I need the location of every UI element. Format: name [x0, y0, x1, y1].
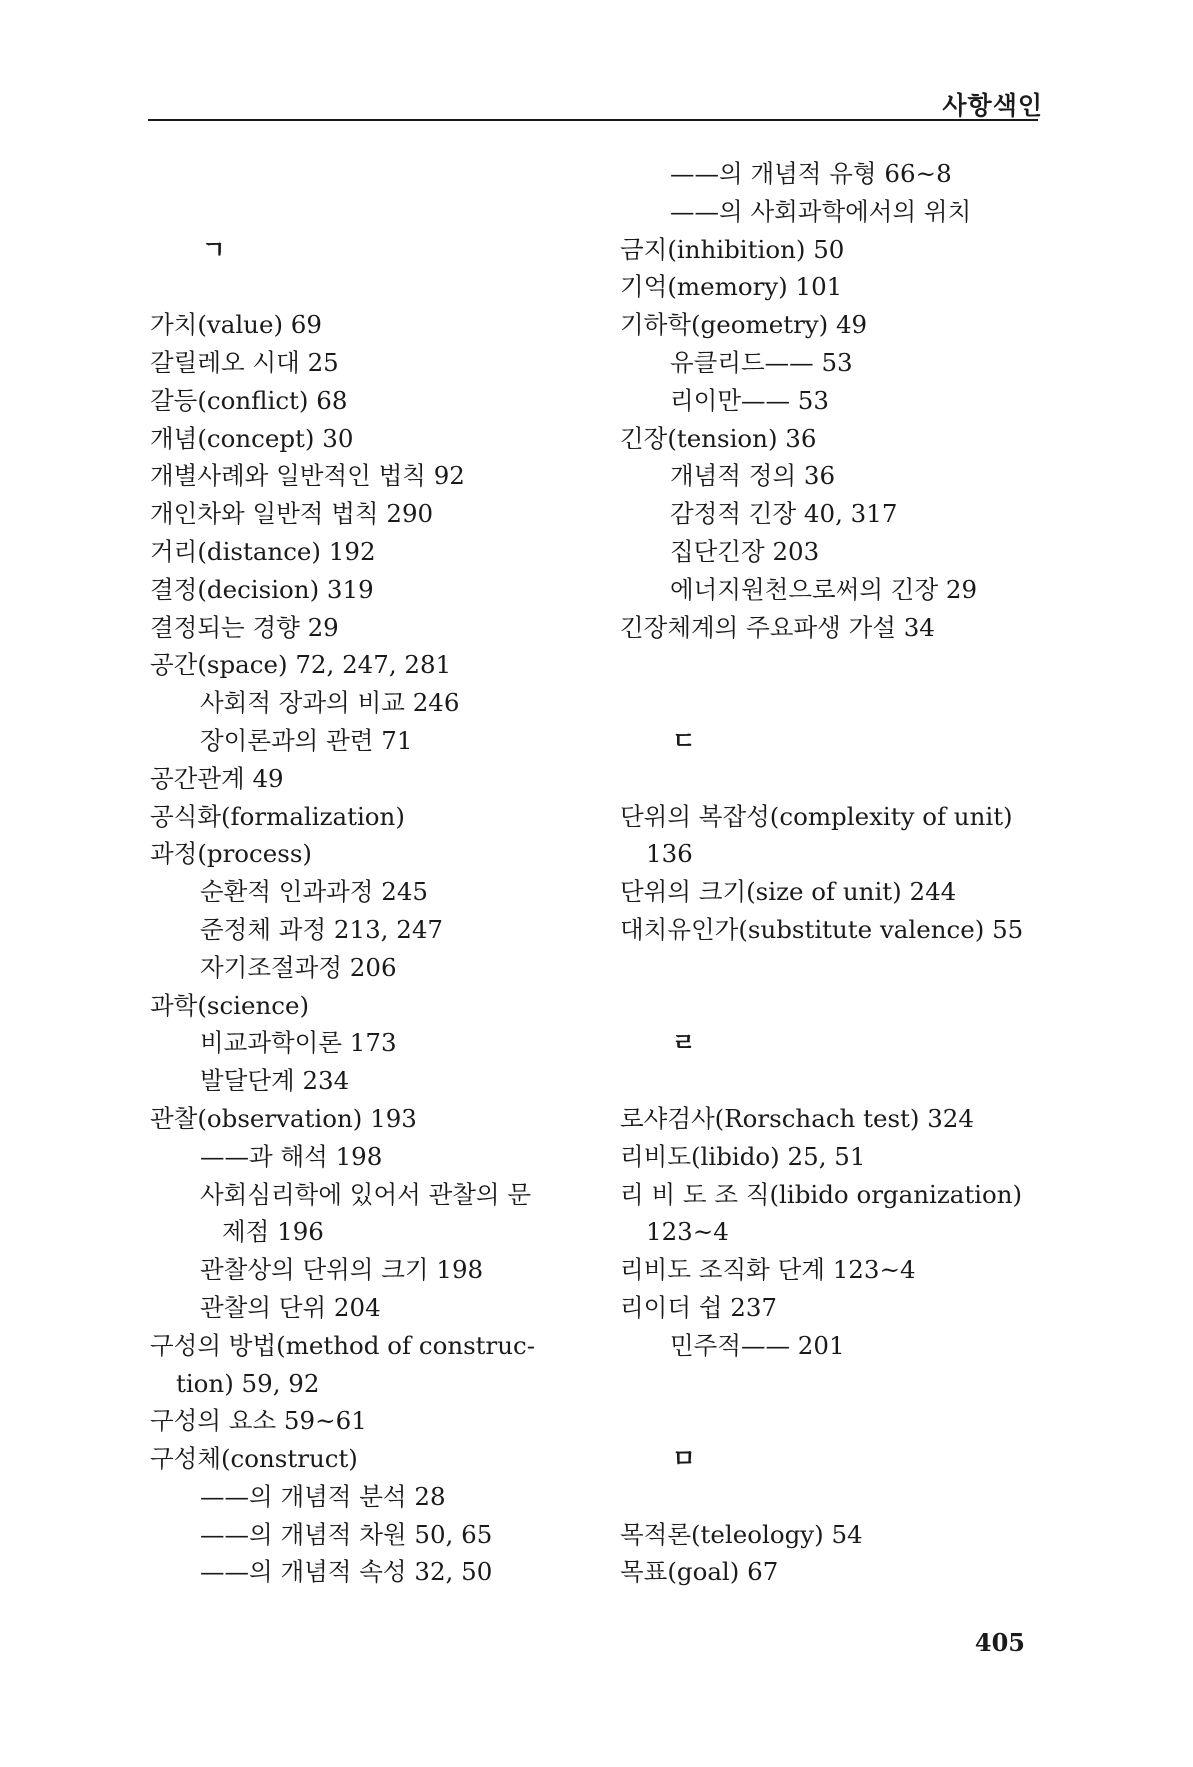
index-subentry: ——의 개념적 유형 66~8 [670, 159, 952, 188]
index-entry: 기억(memory) 101 [620, 272, 843, 302]
index-subentry: 순환적 인과과정 245 [200, 877, 429, 907]
index-subentry: ——의 개념적 차원 50, 65 [200, 1519, 493, 1549]
index-subentry: 사회적 장과의 비교 246 [200, 688, 460, 718]
index-entry: 결정되는 경향 29 [150, 612, 339, 642]
index-subentry: 발달단계 234 [200, 1066, 350, 1096]
running-header: 사항색인 [942, 91, 1043, 120]
index-entry: 구성체(construct) [150, 1444, 358, 1474]
index-subentry: ——의 사회과학에서의 위치 [670, 196, 972, 226]
index-subentry: 감정적 긴장 40, 317 [670, 499, 898, 529]
index-entry: 공간(space) 72, 247, 281 [150, 650, 452, 680]
index-subentry: ——의 개념적 속성 32, 50 [200, 1557, 493, 1587]
index-subentry: 관찰의 단위 204 [200, 1292, 381, 1322]
index-entry: 과정(process) [150, 839, 312, 869]
index-entry: 공간관계 49 [150, 763, 284, 793]
index-entry: 기하학(geometry) 49 [620, 310, 868, 340]
index-subentry: 개념적 정의 36 [670, 461, 836, 491]
index-subentry: 에너지원천으로써의 긴장 29 [670, 574, 978, 604]
index-subentry: 장이론과의 관련 71 [200, 725, 413, 755]
index-entry: 결정(decision) 319 [150, 574, 374, 604]
index-entry: 갈등(conflict) 68 [150, 385, 348, 415]
index-entry: 공식화(formalization) [150, 801, 405, 831]
index-entry: 리 비 도 조 직(libido organization) [620, 1179, 1023, 1209]
right-column [620, 155, 1060, 1591]
left-column [150, 155, 590, 1591]
index-subentry: ——의 개념적 분석 28 [200, 1481, 446, 1511]
index-entry: 갈릴레오 시대 25 [150, 347, 339, 377]
index-entry: 거리(distance) 192 [150, 536, 376, 566]
index-subentry-continuation: 제점 196 [222, 1217, 324, 1247]
section-heading-mieum: ㅁ [672, 1444, 696, 1474]
index-entry: 과학(science) [150, 990, 310, 1020]
index-entry: 금지(inhibition) 50 [620, 234, 845, 264]
index-subentry: 민주적—— 201 [670, 1330, 845, 1360]
index-subentry: 비교과학이론 173 [200, 1028, 397, 1058]
section-heading-rieul: ㄹ [672, 1028, 696, 1058]
index-entry: 리이더 쉽 237 [620, 1292, 778, 1322]
index-entry: 개별사례와 일반적인 법칙 92 [150, 461, 465, 491]
index-subentry: ——과 해석 198 [200, 1141, 383, 1171]
index-entry: 목표(goal) 67 [620, 1557, 779, 1587]
index-entry: 구성의 요소 59~61 [150, 1406, 367, 1436]
index-subentry: 자기조절과정 206 [200, 952, 397, 982]
index-entry-continuation: tion) 59, 92 [176, 1368, 320, 1398]
index-entry: 개인차와 일반적 법칙 290 [150, 499, 434, 529]
index-entry-continuation: 136 [646, 839, 693, 869]
index-entry: 목적론(teleology) 54 [620, 1519, 863, 1549]
index-subentry: 유클리드—— 53 [670, 347, 853, 377]
index-entry: 긴장체계의 주요파생 가설 34 [620, 612, 935, 642]
index-entry: 단위의 크기(size of unit) 244 [620, 877, 957, 907]
index-entry-continuation: 123~4 [646, 1217, 729, 1247]
index-entry: 리비도 조직화 단계 123~4 [620, 1255, 916, 1285]
index-entry: 구성의 방법(method of construc- [150, 1330, 536, 1360]
index-entry: 로샤검사(Rorschach test) 324 [620, 1103, 974, 1133]
index-subentry: 준정체 과정 213, 247 [200, 914, 444, 944]
index-subentry: 리이만—— 53 [670, 385, 829, 415]
page-number: 405 [974, 1628, 1025, 1657]
section-heading-digeut: ㄷ [672, 725, 696, 755]
index-entry: 가치(value) 69 [150, 310, 322, 340]
index-subentry: 관찰상의 단위의 크기 198 [200, 1255, 484, 1285]
index-entry: 관찰(observation) 193 [150, 1103, 417, 1133]
index-entry: 리비도(libido) 25, 51 [620, 1141, 866, 1171]
index-entry: 대치유인가(substitute valence) 55 [620, 914, 1024, 944]
index-entry: 단위의 복잡성(complexity of unit) [620, 801, 1013, 831]
index-entry: 긴장(tension) 36 [620, 423, 817, 453]
section-heading-giyeok: ㄱ [202, 234, 226, 264]
index-subentry: 집단긴장 203 [670, 536, 820, 566]
index-entry: 개념(concept) 30 [150, 423, 354, 453]
index-subentry: 사회심리학에 있어서 관찰의 문 [200, 1179, 532, 1209]
header-rule [148, 119, 1038, 121]
